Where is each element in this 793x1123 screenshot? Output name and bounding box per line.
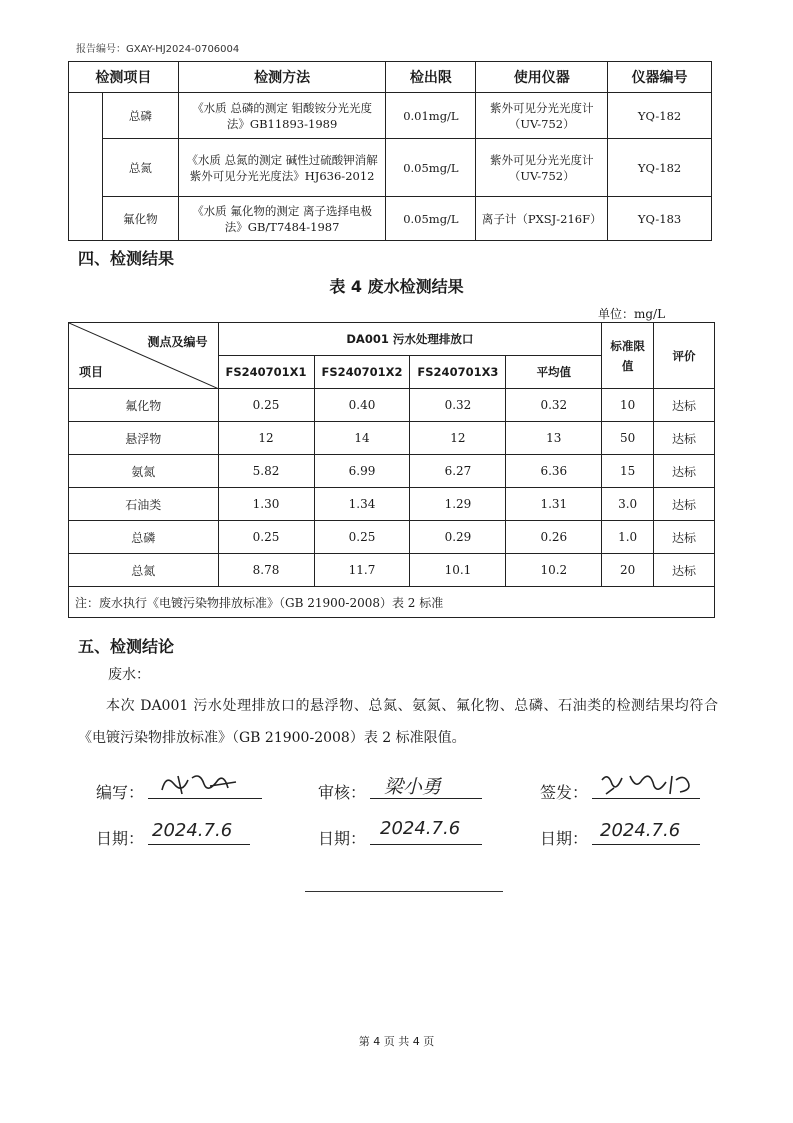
writer-signature: [148, 770, 262, 799]
evaluation-cell: 达标: [654, 389, 715, 422]
item-cell: 悬浮物: [69, 422, 219, 455]
diag-header-site: 测点及编号: [147, 335, 208, 349]
methods-header-row: [69, 62, 712, 93]
table-row: [69, 488, 715, 521]
date-issuer-value: 2024.7.6: [600, 820, 681, 841]
value-cell: 0.25: [218, 389, 314, 422]
header-instrument: 使用仪器: [476, 62, 608, 93]
evaluation-cell: 达标: [654, 455, 715, 488]
limit-cell: 0.05mg/L: [386, 197, 476, 241]
results-table: [68, 322, 715, 618]
average-cell: 6.36: [506, 455, 602, 488]
value-cell: 0.25: [218, 521, 314, 554]
date-reviewer-value: 2024.7.6: [380, 818, 461, 839]
date-reviewer: [370, 814, 482, 845]
table-row: [69, 389, 715, 422]
table-row: [69, 139, 712, 197]
table-row: [69, 455, 715, 488]
diag-header-item: 项目: [79, 365, 104, 379]
evaluation-cell: 达标: [654, 521, 715, 554]
section-5-heading: 五、检测结论: [78, 637, 175, 656]
report-number: 报告编号：GXAY-HJ2024-0706004: [76, 44, 240, 55]
instrument-id-cell: YQ-183: [608, 197, 712, 241]
value-cell: 1.34: [314, 488, 410, 521]
date-issuer: [592, 814, 700, 845]
average-cell: 0.32: [506, 389, 602, 422]
instrument-cell: 紫外可见分光光度计（UV-752）: [476, 139, 608, 197]
value-cell: 12: [410, 422, 506, 455]
limit-cell: 10: [602, 389, 654, 422]
divider-line: [305, 891, 503, 892]
results-header-row-1: [69, 323, 715, 356]
diagonal-header-cell: [69, 323, 219, 389]
value-cell: 14: [314, 422, 410, 455]
sample-header-x2: FS240701X2: [314, 356, 410, 389]
header-item: 检测项目: [69, 62, 179, 93]
instrument-cell: 离子计（PXSJ-216F）: [476, 197, 608, 241]
method-cell: 《水质 氟化物的测定 离子选择电极法》GB/T7484-1987: [178, 197, 386, 241]
limit-cell: 0.01mg/L: [386, 93, 476, 139]
reviewer-signature: [370, 770, 482, 799]
value-cell: 0.32: [410, 389, 506, 422]
instrument-id-cell: YQ-182: [608, 139, 712, 197]
reviewer-name: 梁小勇: [384, 776, 442, 798]
evaluation-cell: 达标: [654, 554, 715, 587]
item-cell: 石油类: [69, 488, 219, 521]
value-cell: 0.25: [314, 521, 410, 554]
method-cell: 《水质 总磷的测定 钼酸铵分光光度法》GB11893-1989: [178, 93, 386, 139]
unit-label: 单位：mg/L: [598, 307, 666, 321]
date-writer: [148, 814, 250, 845]
value-cell: 1.29: [410, 488, 506, 521]
date-writer-value: 2024.7.6: [152, 820, 233, 841]
conclusion-subject: 废水：: [108, 667, 150, 683]
item-cell: 总氮: [102, 139, 178, 197]
average-cell: 0.26: [506, 521, 602, 554]
item-cell: 氟化物: [69, 389, 219, 422]
limit-cell: 3.0: [602, 488, 654, 521]
standard-note: 注：废水执行《电镀污染物排放标准》（GB 21900-2008）表 2 标准: [69, 587, 715, 618]
value-cell: 6.27: [410, 455, 506, 488]
limit-cell: 1.0: [602, 521, 654, 554]
method-cell: 《水质 总氮的测定 碱性过硫酸钾消解紫外可见分光光度法》HJ636-2012: [178, 139, 386, 197]
limit-cell: 20: [602, 554, 654, 587]
average-header: 平均值: [506, 356, 602, 389]
table-4-title: 表 4 废水检测结果: [329, 277, 464, 296]
item-cell: 总磷: [102, 93, 178, 139]
handwritten-signature: [592, 770, 700, 798]
table-row: [69, 93, 712, 139]
page-footer: 第 4 页 共 4 页: [358, 1035, 435, 1048]
value-cell: 10.1: [410, 554, 506, 587]
standard-limit-header: 标准限值: [602, 323, 654, 389]
writer-label: 编写：: [96, 783, 145, 802]
value-cell: 0.29: [410, 521, 506, 554]
item-cell: 氨氮: [69, 455, 219, 488]
item-cell: 氟化物: [102, 197, 178, 241]
value-cell: 0.40: [314, 389, 410, 422]
average-cell: 10.2: [506, 554, 602, 587]
instrument-id-cell: YQ-182: [608, 93, 712, 139]
reviewer-label: 审核：: [318, 783, 367, 802]
date-label-writer: 日期：: [96, 829, 145, 848]
item-cell: 总磷: [69, 521, 219, 554]
conclusion-text: 本次 DA001 污水处理排放口的悬浮物、总氮、氨氮、氟化物、总磷、石油类的检测结果均符合《电镀污染物排放标准》（GB 21900-2008）表 2 标准限值。: [78, 698, 718, 746]
table-row: [69, 554, 715, 587]
section-4-heading: 四、检测结果: [78, 249, 175, 268]
date-label-reviewer: 日期：: [318, 829, 367, 848]
evaluation-cell: 达标: [654, 488, 715, 521]
header-instrument-id: 仪器编号: [608, 62, 712, 93]
sample-header-x1: FS240701X1: [218, 356, 314, 389]
average-cell: 13: [506, 422, 602, 455]
average-cell: 1.31: [506, 488, 602, 521]
sample-header-x3: FS240701X3: [410, 356, 506, 389]
issuer-label: 签发：: [540, 783, 589, 802]
value-cell: 12: [218, 422, 314, 455]
issuer-signature: [592, 770, 700, 799]
evaluation-cell: 达标: [654, 422, 715, 455]
value-cell: 5.82: [218, 455, 314, 488]
note-row: [69, 587, 715, 618]
site-header: DA001 污水处理排放口: [218, 323, 602, 356]
date-label-issuer: 日期：: [540, 829, 589, 848]
value-cell: 8.78: [218, 554, 314, 587]
limit-cell: 15: [602, 455, 654, 488]
table-row: [69, 521, 715, 554]
instrument-cell: 紫外可见分光光度计（UV-752）: [476, 93, 608, 139]
limit-cell: 0.05mg/L: [386, 139, 476, 197]
value-cell: 1.30: [218, 488, 314, 521]
limit-cell: 50: [602, 422, 654, 455]
table-row: [69, 422, 715, 455]
value-cell: 11.7: [314, 554, 410, 587]
header-limit: 检出限: [386, 62, 476, 93]
handwritten-signature: [148, 770, 262, 798]
methods-table: [68, 61, 712, 241]
header-method: 检测方法: [178, 62, 386, 93]
category-cell: [69, 93, 103, 241]
table-row: [69, 197, 712, 241]
item-cell: 总氮: [69, 554, 219, 587]
value-cell: 6.99: [314, 455, 410, 488]
evaluation-header: 评价: [654, 323, 715, 389]
